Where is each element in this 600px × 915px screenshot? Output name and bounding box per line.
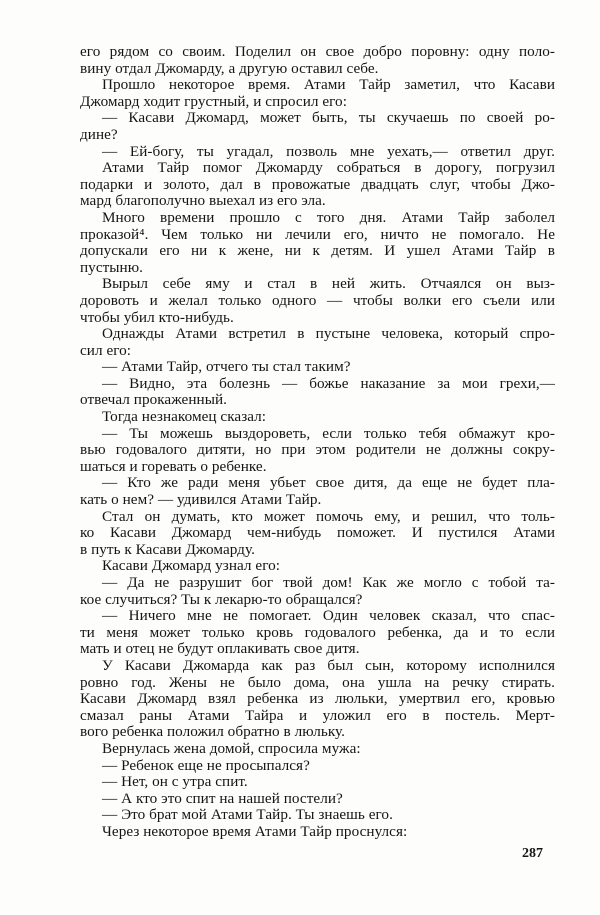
text-line: кое случиться? Ты к лекарю-то обращался? (80, 590, 363, 608)
text-line: чтобы убил кто-нибудь. (80, 308, 234, 326)
text-line: — Да не разрушит бог твой дом! Как же могло с тобой та- (102, 574, 555, 591)
text-line: в путь к Касави Джомарду. (80, 540, 255, 558)
text-line: пустыню. (80, 258, 143, 276)
text-line: — А кто это спит на нашей постели? (102, 789, 343, 807)
body-text (80, 44, 555, 841)
text-line: Касави Джомард взял ребенка из люльки, умертвил его, кровью (80, 690, 555, 708)
text-line: проказой⁴. Чем только ни лечили его, ничто не помогало. Не (80, 225, 555, 243)
text-line: мать и отец не будут оплакивать свое дитя. (80, 640, 360, 658)
text-line: — Касави Джомард, может быть, ты скучаешь по своей ро- (102, 109, 555, 127)
text-line: ко Касави Джомард чем-нибудь поможет. И пустился Атами (80, 524, 555, 542)
text-line: вью годовалого дитяти, но при этом родители не должны сокру- (80, 441, 555, 459)
text-line: вину отдал Джомарду, а другую оставил себе. (80, 59, 379, 77)
text-line: Прошло некоторое время. Атами Тайр заметил, что Касави (102, 76, 555, 94)
text-line: мард благополучно выехал из его эла. (80, 192, 326, 210)
text-line: Джомард ходит грустный, и спросил его: (80, 92, 347, 110)
text-line: подарки и золото, дал в провожатые двадцать слуг, чтобы Джо- (80, 175, 555, 193)
text-line: — Нет, он с утра спит. (102, 773, 248, 791)
text-line: Через некоторое время Атами Тайр проснулся: (102, 822, 408, 840)
text-line: — Ты можешь выздороветь, если только тебя обмажут кро- (102, 424, 555, 442)
text-line: отвечал прокаженный. (80, 391, 227, 409)
text-line: — Ребенок еще не просыпался? (102, 756, 310, 774)
text-line: Вернулась жена домой, спросила мужа: (102, 739, 361, 757)
text-line: ти меня может только кровь годовалого ребенка, да и то если (80, 623, 555, 641)
text-line: — Ей-богу, ты угадал, позволь мне уехать,— ответил друг. (102, 142, 555, 160)
text-line: Вырыл себе яму и стал в ней жить. Отчаялся он выз- (102, 275, 555, 293)
page-number: 287 (522, 846, 543, 861)
text-line: допускали его ни к жене, ни к детям. И ушел Атами Тайр в (80, 242, 555, 260)
text-line: — Кто же ради меня убьет свое дитя, да еще не будет пла- (102, 474, 555, 492)
text-line: Стал он думать, кто может помочь ему, и решил, что толь- (102, 507, 555, 525)
text-line: Тогда незнакомец сказал: (102, 408, 267, 426)
text-line: Много времени прошло с того дня. Атами Тайр заболел (102, 208, 555, 226)
text-line: смазал раны Атами Тайра и уложил его в постель. Мерт- (80, 706, 555, 724)
text-line: — Видно, эта болезнь — божье наказание за мои грехи,— (102, 374, 555, 392)
text-line: — Атами Тайр, отчего ты стал таким? (102, 358, 351, 376)
text-line: доровоть и желал только одного — чтобы волки его съели или (80, 291, 555, 309)
text-line: У Касави Джомарда как раз был сын, которому исполнился (102, 656, 555, 674)
text-line: сил его: (80, 341, 132, 359)
text-line: Однажды Атами встретил в пустыне человека, который спро- (102, 325, 555, 343)
text-line: Касави Джомард узнал его: (102, 557, 281, 575)
text-line: Атами Тайр помог Джомарду собраться в дорогу, погрузил (102, 159, 555, 177)
text-line: шаться и горевать о ребенке. (80, 457, 267, 475)
text-line: — Это брат мой Атами Тайр. Ты знаешь его. (102, 806, 393, 824)
text-line: дине? (80, 125, 118, 143)
text-line: кать о нем? — удивился Атами Тайр. (80, 491, 322, 509)
text-line: вого ребенка положил обратно в люльку. (80, 723, 346, 741)
text-line: ровно год. Жены не было дома, она ушла на речку стирать. (80, 673, 555, 691)
text-line: — Ничего мне не помогает. Один человек сказал, что спас- (102, 607, 555, 625)
text-line: его рядом со своим. Поделил он свое добро поровну: одну поло- (80, 43, 555, 60)
